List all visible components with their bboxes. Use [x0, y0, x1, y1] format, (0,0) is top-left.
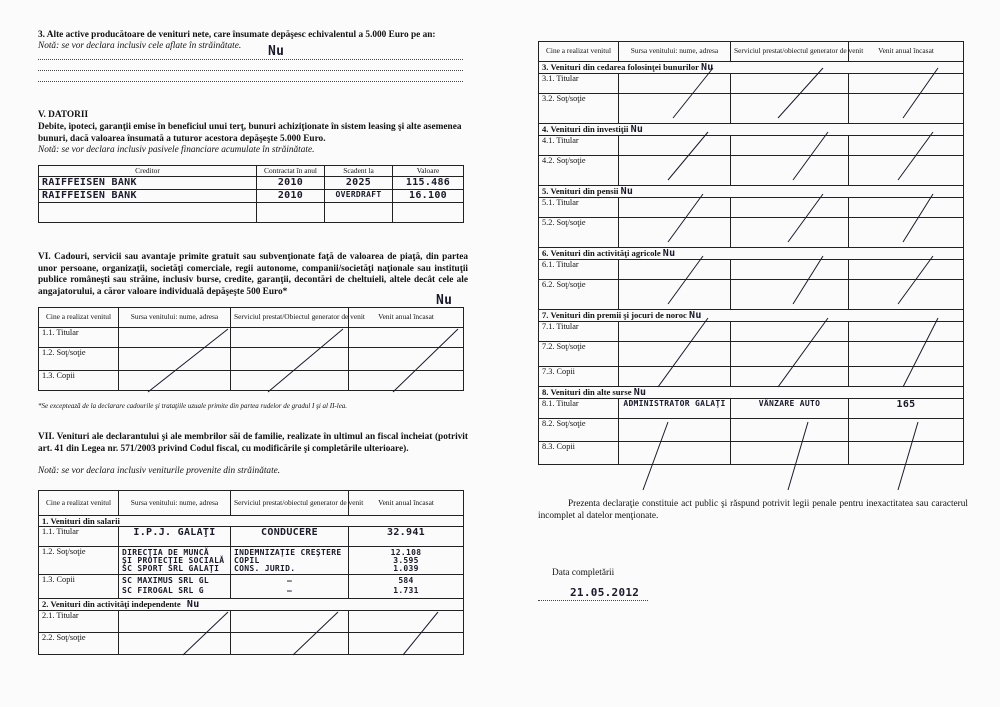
col-header: Contractat în anul: [257, 166, 325, 177]
row-label: 8.2. Soţ/soţie: [539, 419, 619, 442]
table-row: [39, 177, 464, 190]
section-3-note: Notă: se vor declara inclusiv cele aflate în străinătate.: [38, 41, 242, 51]
table-row: [39, 190, 464, 203]
due-cell: OVERDRAFT: [335, 190, 382, 199]
section-hand-nu: Nu: [700, 62, 714, 73]
table-row: [539, 94, 964, 124]
section-hand-nu: Nu: [186, 599, 200, 610]
service-cell: INDEMNIZAŢIE CREŞTERE: [234, 548, 342, 557]
col-header: Cine a realizat venitul: [39, 308, 119, 328]
date-value: 21.05.2012: [570, 586, 640, 599]
section-hand-nu: Nu: [633, 387, 647, 398]
service-cell: COPIL: [234, 556, 260, 565]
table-row: [539, 367, 964, 387]
table-row: [539, 218, 964, 248]
row-label: 2.1. Titular: [39, 611, 119, 633]
section-title: 7. Venituri din premii şi jocuri de noroc: [542, 310, 687, 320]
col-header: Serviciul prestat/Obiectul generator de venit: [231, 308, 349, 328]
cadouri-table: [38, 307, 464, 391]
col-header: Venit anual încasat: [349, 308, 464, 328]
year-cell: 2010: [277, 177, 304, 188]
row-label: 3.1. Titular: [539, 74, 619, 94]
table-row: [539, 260, 964, 280]
table-row: [39, 527, 464, 547]
col-header: Scadent la: [325, 166, 393, 177]
table-row: [39, 633, 464, 655]
table-row: [539, 156, 964, 186]
creditor-cell: RAIFFEISEN BANK: [42, 190, 137, 201]
due-cell: 2025: [345, 177, 372, 188]
table-row: [39, 547, 464, 575]
source-cell: SC SPORT SRL GALAŢI: [122, 564, 220, 573]
row-label: 1.3. Copii: [39, 575, 119, 599]
section-hand-nu: Nu: [689, 310, 702, 321]
col-header: Cine a realizat venitul: [39, 491, 119, 516]
table-row: [539, 74, 964, 94]
col-header: Serviciul prestat/obiectul generator de venit: [731, 42, 849, 62]
table-row: [39, 611, 464, 633]
service-cell: —: [286, 586, 293, 595]
section-title: 1. Venituri din salarii: [39, 516, 464, 527]
row-label: 1.1. Titular: [39, 527, 119, 547]
row-label: 7.2. Soţ/soţie: [539, 342, 619, 367]
section-title: 8. Venituri din alte surse: [542, 387, 632, 397]
section-3-title: 3. Alte active producătoare de venituri nete, care însumate depăşesc echivalentul a 5.000 Euro pe an:: [38, 30, 436, 40]
col-header: Venit anual încasat: [349, 491, 464, 516]
row-label: 3.2. Soţ/soţie: [539, 94, 619, 124]
amount-cell: 165: [896, 399, 916, 410]
source-cell: SC FIROGAL SRL G: [122, 586, 204, 595]
col-header: Sursa venitului: nume, adresa: [119, 491, 231, 516]
amount-cell: 1.731: [393, 586, 419, 595]
table-row: [539, 342, 964, 367]
col-header: Venit anual încasat: [849, 42, 964, 62]
section-title: 6. Venituri din activităţi agricole: [542, 248, 661, 258]
datorii-table: [38, 165, 464, 223]
table-row: [539, 280, 964, 310]
datorii-note: Notă: se vor declara inclusiv pasivele financiare acumulate în străinătate.: [38, 145, 315, 155]
date-dotted-line: [538, 600, 648, 601]
table-row: [39, 328, 464, 348]
section-title: 5. Venituri din pensii: [542, 186, 619, 196]
dotted-line: [38, 59, 463, 60]
venituri-note: Notă: se vor declara inclusiv veniturile provenite din străinătate.: [38, 466, 281, 476]
section-hand-nu: Nu: [630, 124, 644, 135]
date-label: Data completării: [552, 568, 615, 578]
row-label: 6.2. Soţ/soţie: [539, 280, 619, 310]
section-title: 3. Venituri din cedarea folosinţei bunurilor: [542, 62, 699, 72]
service-cell: VÂNZARE AUTO: [758, 399, 821, 408]
row-label: 1.3. Copii: [39, 371, 119, 391]
amount-cell: 32.941: [387, 527, 425, 538]
service-cell: CONS. JURID.: [234, 564, 296, 573]
venituri-table: [38, 490, 464, 655]
col-header: Cine a realizat venitul: [539, 42, 619, 62]
source-cell: SC MAXIMUS SRL GL: [122, 576, 209, 585]
right-income-table: [538, 41, 964, 465]
amount-cell: 3.595: [393, 556, 419, 565]
section-hand-nu: Nu: [662, 248, 676, 259]
col-header: Serviciul prestat/obiectul generator de venit: [231, 491, 349, 516]
row-label: 5.1. Titular: [539, 198, 619, 218]
source-cell: ŞI PROTECŢIE SOCIALĂ: [122, 556, 225, 565]
row-label: 1.2. Soţ/soţie: [39, 547, 119, 575]
table-row: [39, 371, 464, 391]
row-label: 1.1. Titular: [39, 328, 119, 348]
row-label: 4.1. Titular: [539, 136, 619, 156]
table-row: [539, 136, 964, 156]
row-label: 8.1. Titular: [539, 399, 619, 419]
table-row: [539, 419, 964, 442]
section-3-hand-nu: Nu: [268, 44, 285, 59]
year-cell: 2010: [277, 190, 304, 201]
source-cell: DIRECŢIA DE MUNCĂ: [122, 548, 209, 557]
table-row: [539, 198, 964, 218]
section-title: 4. Venituri din investiţii: [542, 124, 629, 134]
amount-cell: 12.108: [390, 548, 422, 557]
value-cell: 16.100: [409, 190, 447, 201]
declaration-statement: Prezenta declaraţie constituie act public şi răspund potrivit legii penale pentru inexactitatea sau caracterul incomplet al datelor menţionate.: [538, 499, 968, 521]
table-row: [539, 322, 964, 342]
service-cell: CONDUCERE: [261, 527, 318, 538]
datorii-heading: V. DATORII: [38, 110, 89, 120]
amount-cell: 1.039: [393, 564, 419, 573]
col-header: Valoare: [393, 166, 464, 177]
section-title: 2. Venituri din activităţi independente: [42, 599, 181, 609]
creditor-cell: RAIFFEISEN BANK: [42, 177, 137, 188]
dotted-line: [38, 81, 463, 82]
row-label: 2.2. Soţ/soţie: [39, 633, 119, 655]
row-label: 1.2. Soţ/soţie: [39, 348, 119, 371]
dotted-line: [38, 70, 463, 71]
amount-cell: 584: [398, 576, 414, 585]
table-row: [39, 348, 464, 371]
table-row: [39, 575, 464, 599]
col-header: Sursa venitului: nume, adresa: [619, 42, 731, 62]
table-row: [539, 442, 964, 465]
value-cell: 115.486: [405, 177, 451, 188]
row-label: 5.2. Soţ/soţie: [539, 218, 619, 248]
table-row: [539, 399, 964, 419]
row-label: 4.2. Soţ/soţie: [539, 156, 619, 186]
table-row: [39, 203, 464, 223]
datorii-text: Debite, ipoteci, garanţii emise în beneficiul unui terţ, bunuri achiziţionate în sistem leasing şi alte asemenea bunuri, dacă valoarea însumată a tuturor acestora depăşeşte 5.000 Euro.: [38, 122, 462, 144]
row-label: 7.3. Copii: [539, 367, 619, 387]
venituri-text: VII. Venituri ale declarantului şi ale membrilor săi de familie, realizate în ultimul an fiscal încheiat (potrivit art. 41 din Legea nr. 571/2003 privind Codul fiscal, cu modificările şi completările ulterioare).: [38, 432, 468, 454]
row-label: 8.3. Copii: [539, 442, 619, 465]
service-cell: —: [286, 576, 293, 585]
cadouri-hand-nu: Nu: [436, 293, 453, 308]
cadouri-text: VI. Cadouri, servicii sau avantaje primite gratuit sau subvenţionate faţă de valoarea de piaţă, din partea unor persoane, organizaţii, societăţi comerciale, regii autonome, companii/societăţi naţionale sau instituţii publice româneşti sau străine, inclusiv burse, credite, garanţii, decontări de cheltuieli, altele decât cele ale angajatorului, a căror valoare individuală depăşeşte 500 Euro*: [38, 252, 468, 297]
section-hand-nu: Nu: [620, 186, 634, 197]
cadouri-footnote: *Se exceptează de la declarare cadourile şi trataţiile uzuale primite din partea rudelor de gradul I şi al II-lea.: [38, 402, 348, 410]
source-cell: ADMINISTRATOR GALAŢI: [623, 399, 726, 408]
row-label: 6.1. Titular: [539, 260, 619, 280]
col-header: Creditor: [39, 166, 257, 177]
source-cell: I.P.J. GALAŢI: [133, 527, 216, 538]
row-label: 7.1. Titular: [539, 322, 619, 342]
col-header: Sursa venitului: nume, adresa: [119, 308, 231, 328]
